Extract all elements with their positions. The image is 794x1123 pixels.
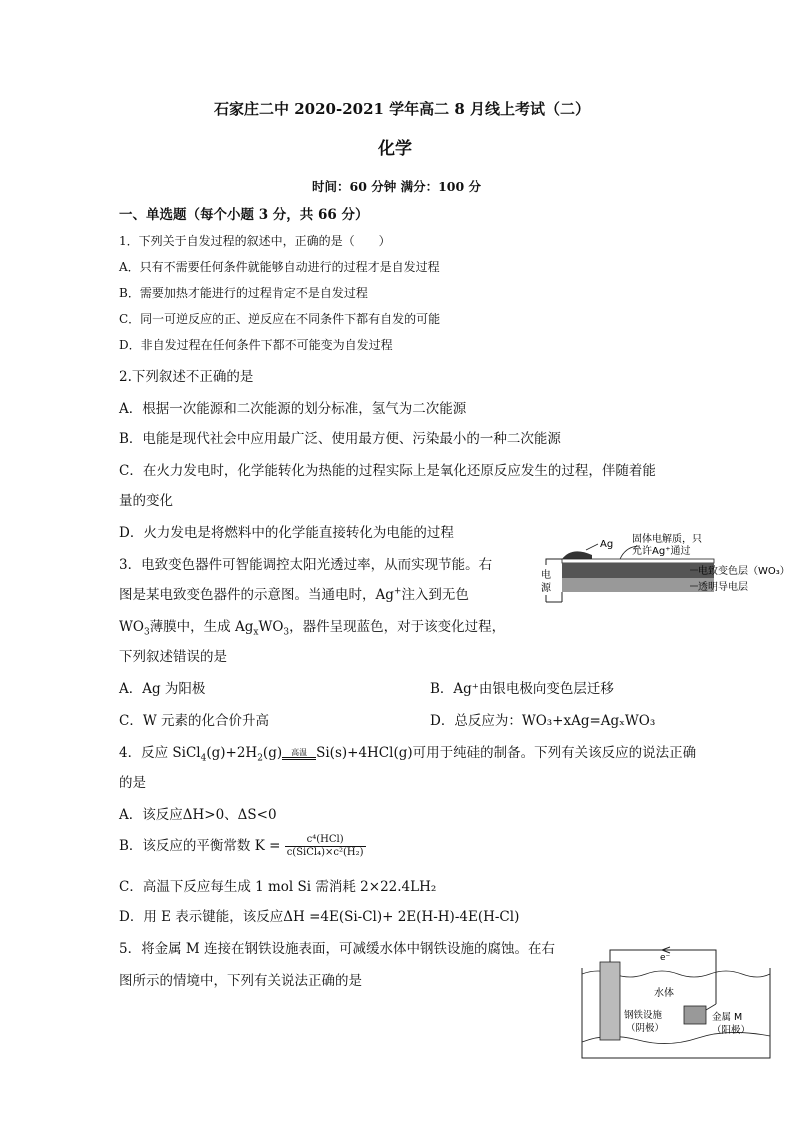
ag-electrode (562, 551, 592, 559)
q1-option-d: D．非自发过程在任何条件下都不可能变为自发过程 (119, 338, 393, 352)
q3-line-4: 下列叙述错误的是 (119, 649, 227, 665)
q4-option-b: B．该反应的平衡常数 K = $\frac{\text{c⁴(HCl)}}{\text{c(SiCl₄)×c²(H₂)}}$ (119, 834, 364, 858)
water-label: 水体 (654, 988, 674, 999)
section-heading: 一、单选题（每个小题 3 分，共 66 分） (119, 207, 369, 223)
metal-label-1: 金属 M (712, 1012, 743, 1023)
q2-option-a: A．根据一次能源和二次能源的划分标准，氢气为二次能源 (119, 401, 467, 417)
solid-electrolyte-layer (562, 559, 714, 563)
q4-line-1: 4．反应 $SiCl_4(g)+2H_2(g)$ 高温 Si(s)+4HCl(g)可用于纯硅的制备。下列有关该反应的说法正确 (119, 745, 697, 764)
q3-line-2: 图是某电致变色器件的示意图。当通电时，Ag+注入到无色 (119, 586, 469, 603)
power-label-1: 电 (541, 570, 551, 581)
q2-option-b: B．电能是现代社会中应用最广泛、使用最方便、污染最小的一种二次能源 (119, 431, 561, 447)
electrochromic-device-diagram (510, 532, 794, 612)
exam-meta: 时间：60 分钟 满分：100 分 (312, 179, 482, 194)
metal-label-2: （阳极） (712, 1025, 751, 1036)
exam-title: 石家庄二中 2020-2021 学年高二 8 月线上考试（二） (214, 100, 591, 118)
ag-label: Ag (600, 539, 614, 550)
q1-option-c: C．同一可逆反应的正、逆反应在不同条件下都有自发的可能 (119, 312, 441, 326)
conductive-layer-label: 透明导电层 (698, 582, 748, 593)
electrochromic-layer-label: 电致变色层（WO₃） (698, 566, 790, 577)
q3-line-1: 3．电致变色器件可智能调控太阳光透过率，从而实现节能。右 (119, 557, 493, 573)
reaction-condition: 高温 (282, 748, 316, 760)
q4-option-a: A．该反应ΔH>0、ΔS<0 (119, 807, 277, 823)
metal-m-block (684, 1006, 706, 1024)
steel-label-1: 钢铁设施 (624, 1010, 663, 1021)
electrolyte-label-2: 允许Ag⁺通过 (632, 546, 691, 557)
q1-option-b: B．需要加热才能进行的过程肯定不是自发过程 (119, 286, 368, 300)
q4-option-c: C．高温下反应每生成 1 mol Si 需消耗 2×22.4LH₂ (119, 879, 437, 895)
electrochromic-layer (562, 563, 714, 578)
q2-stem: 2.下列叙述不正确的是 (119, 369, 254, 385)
steel-facility (600, 962, 620, 1040)
electron-label: e⁻ (660, 953, 671, 963)
power-label-2: 源 (541, 583, 551, 594)
q3-option-b: B．Ag⁺由银电极向变色层迁移 (430, 681, 614, 697)
q4-option-d: D．用 E 表示键能，该反应ΔH =4E(Si-Cl)+ 2E(H-H)-4E(H-Cl) (119, 909, 520, 925)
q5-line-1: 5．将金属 M 连接在钢铁设施表面，可减缓水体中钢铁设施的腐蚀。在右 (119, 941, 555, 957)
q3-option-a: A．Ag 为阳极 (119, 681, 206, 697)
q2-option-c-cont: 量的变化 (119, 493, 173, 509)
q4-line-2: 的是 (119, 775, 146, 791)
q2-option-c: C．在火力发电时，化学能转化为热能的过程实际上是氧化还原反应发生的过程，伴随着能 (119, 463, 656, 479)
steel-label-2: （阴极） (626, 1023, 665, 1034)
q3-line-3: $WO_3$薄膜中，生成 $Ag_xWO_3$，器件呈现蓝色，对于该变化过程， (119, 619, 506, 638)
subject-title: 化学 (378, 139, 412, 159)
q1-stem: 1．下列关于自发过程的叙述中，正确的是（ ） (119, 234, 391, 248)
cathodic-protection-diagram (578, 944, 774, 1062)
electrolyte-label-1: 固体电解质，只 (632, 534, 702, 545)
q1-option-a: A．只有不需要任何条件就能够自动进行的过程才是自发过程 (119, 260, 440, 274)
q5-line-2: 图所示的情境中，下列有关说法正确的是 (119, 973, 362, 989)
transparent-conductive-layer (562, 578, 714, 592)
q3-option-c: C．W 元素的化合价升高 (119, 713, 269, 729)
q2-option-d: D．火力发电是将燃料中的化学能直接转化为电能的过程 (119, 525, 454, 541)
q3-option-d: D．总反应为：WO₃+xAg=AgₓWO₃ (430, 713, 656, 729)
equilibrium-constant-fraction: $\frac{\text{c⁴(HCl)}}{\text{c(SiCl₄)×c²(H₂)}}$ (286, 834, 364, 858)
